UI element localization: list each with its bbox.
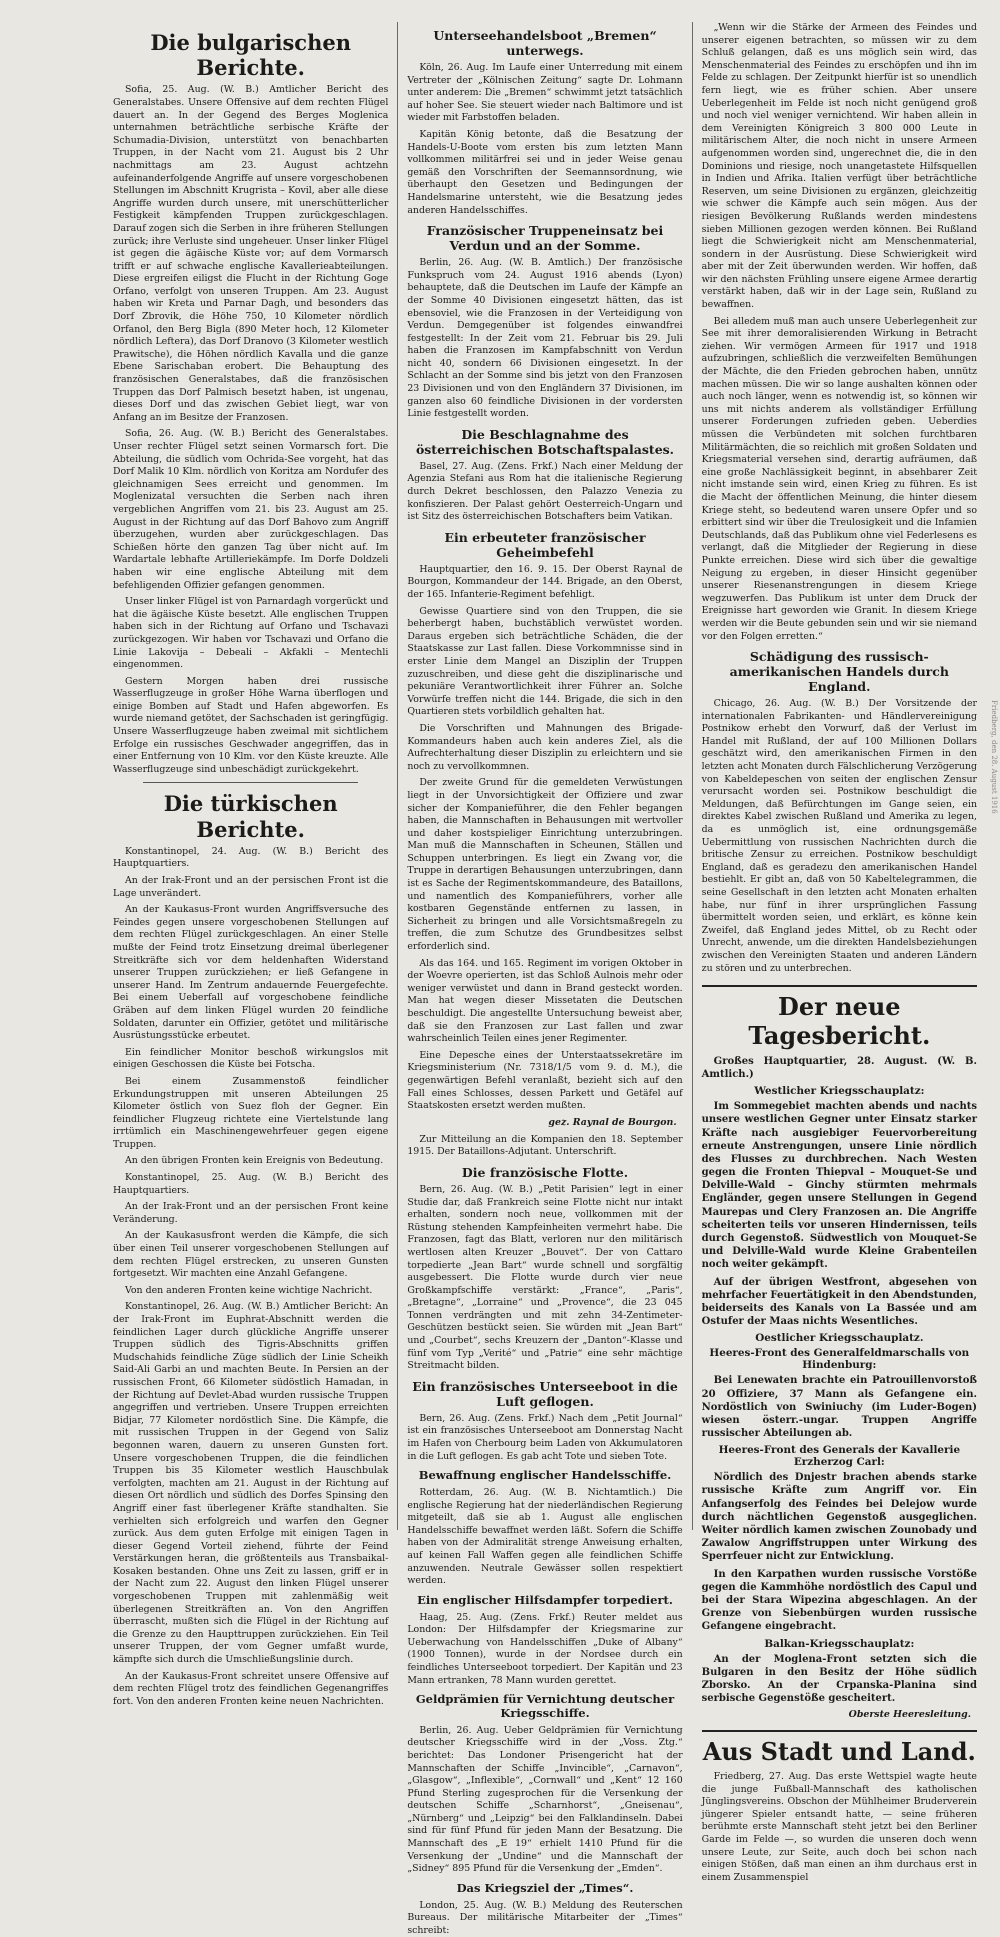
- article-paragraph: Konstantinopel, 24. Aug. (W. B.) Bericht des Hauptquartiers.: [113, 845, 389, 870]
- article-paragraph: An den übrigen Fronten kein Ereignis von Bedeutung.: [125, 1155, 384, 1167]
- headline-palast: Die Beschlagnahme des österreichischen Botschaftspalastes.: [415, 426, 675, 457]
- article-paragraph: Konstantinopel, 25. Aug. (W. B.) Bericht des Hauptquartiers.: [113, 1172, 389, 1196]
- article-paragraph: Als das 164. und 165. Regiment im vorigen Oktober in der Woevre operierten, ist das Schloß Aulnois mehr oder weniger verwüstet und dann in Brand gesteckt worden. Man hat wegen dieser Missetaten die Deutschen beschuldigt. Die angestellte Untersuchung beweist aber, daß sie den Franzosen zur Last fallen und zwar wahrscheinlich Teilen eines jener Regimenter.: [407, 957, 683, 1045]
- vertical-margin-note: Friedberg, den 28. August 1916: [990, 700, 998, 814]
- headline-times: Das Kriegsziel der „Times“.: [456, 1880, 634, 1895]
- article-paragraph: An der Kaukasusfront werden die Kämpfe, die sich über einen Teil unserer vorgeschobenen Stellungen auf dem rechten Flügel erstrecken, zu unseren Gunsten fortgesetzt. Wir machten eine Anzahl Gefangene.: [113, 1230, 389, 1280]
- report-dateline: Großes Hauptquartier, 28. August. (W. B. Amtlich.): [701, 1055, 977, 1080]
- article-paragraph: Bei einem Zusammenstoß feindlicher Erkundungstruppen mit unseren Abteilungen 25 Kilometer östlich von Suez floh der Gegner. Ein feindlicher Flugzeug richtete eine Viertelstunde lang irrtümlich ein Maschinengewehrfeuer gegen eigene Truppen.: [113, 1075, 389, 1150]
- article-paragraph: Berlin, 26. Aug. (W. B. Amtlich.) Der französische Funkspruch vom 24. August 1916 abends (Lyon) behauptete, daß die Deutschen im Laufe der Kämpfe an der Somme 40 Divisionen eingesetzt hätten, das ist ebensoviel, wie die Franzosen in der Verteidigung von Verdun. Demgegenüber ist folgendes einwandfrei festgestellt: In der Zeit vom 21. Februar bis 29. Juli haben die Franzosen im Kampfabschnitt von Verdun nicht 40, sondern 66 Divisionen eingesetzt. In der Schlacht an der Somme sind bis jetzt von den Franzosen 23 Divisionen und von den Engländern 37 Divisionen, im ganzen also 60 feindliche Divisionen in der vordersten Linie festgestellt worden.: [407, 257, 683, 420]
- headline-handel: Schädigung des russisch-amerikanischen Handels durch England.: [729, 649, 949, 695]
- report-subhead: Heeres-Front des Generalfeldmarschalls von Hindenburg:: [709, 1347, 970, 1372]
- report-paragraph: An der Moglena-Front setzten sich die Bulgaren in den Besitz der Höhe südlich Zborsko. An der Crpanska-Planina sind serbische Gegenstöße gescheitert.: [701, 1653, 977, 1705]
- article-paragraph: Berlin, 26. Aug. Ueber Geldprämien für Vernichtung deutscher Kriegsschiffe wird in der „Voss. Ztg.“ berichtet: Das Londoner Prisengericht hat der Mannschaften der Schiffe „Invincible“, „Carnavon“, „Glasgow“, „Inflexible“, „Cornwall“ und „Kent“ 12 160 Pfund Sterling zugesprochen für die Versenkung der deutschen Schiffe „Scharnhorst“, „Gneisenau“, „Nürnberg“ und „Leipzig“ bei den Falklandinseln. Dabei sind für fünf Pfund für jeden Mann der Besatzung. Die Mannschaft des „E 19“ erhielt 1410 Pfund für die Versenkung der „Undine“ und die Mannschaft der „Sidney“ 895 Pfund für die Versenkung der „Emden“.: [407, 1724, 683, 1875]
- column-middle: [397, 22, 691, 1936]
- headline-geheimbefehl: Ein erbeuteter französischer Geheimbefehl: [444, 529, 646, 560]
- article-paragraph: Zur Mitteilung an die Kompanien den 18. September 1915. Der Bataillons-Adjutant. Unterschrift.: [407, 1133, 683, 1158]
- report-subhead: Balkan-Kriegsschauplatz:: [764, 1637, 915, 1650]
- article-paragraph: Gewisse Quartiere sind von den Truppen, die sie beherbergt haben, buchstäblich verwüstet worden. Daraus ergeben sich beträchtliche Schäden, die der Staatskasse zur Last fallen. Diese Vorkommnisse sind in erster Linie dem Mangel an Disziplin der Truppen zuzuschreiben, und diese geht die disziplinarische und pekuniäre Verantwortlichkeit ihrer Führer an. Solche Vorwürfe treffen nicht die 144. Brigade, die sich in den Quartieren stets vorbildlich gehalten hat.: [407, 605, 683, 718]
- report-paragraph: Bei Lenewaten brachte ein Patrouillenvorstoß 20 Offiziere, 37 Mann als Gefangene ein. Nordöstlich von Swiniuchy (im Luder-Bogen) wiesen österr.-ungar. Truppen Angriffe russischer Abteilungen ab.: [701, 1375, 977, 1440]
- article-paragraph: Friedberg, 27. Aug. Das erste Wettspiel wagte heute die junge Fußball-Mannschaft des katholischen Jünglingsvereins. Obschon der Mühlheimer Bruderverein jüngerer Spieler entsandt hatte, — seine früheren berühmte erste Mannschaft steht jetzt bei den Berliner Garde im Felde —, so wurden die unseren doch wenn unsere Leute, zur Seite, auch doch bei schon nach einigen Stößen, daß man einen an ihm durchaus erst in einem Zusammenspiel: [701, 1771, 977, 1883]
- divider: [143, 782, 358, 783]
- report-paragraph: Im Sommegebiet machten abends und nachts unsere westlichen Gegner unter Einsatz starker Kräfte nach ausgiebiger Feuervorbereitung erneute Anstrengungen, unsere Linie nördlich des Flusses zu durchbrechen. Nach Westen gegen die Fronten Thiepval – Mouquet-Se und Delville-Wald – Ginchy stürmten mehrmals Engländer, gegen unsere Stellungen in Gegend Maurepas und Clery Franzosen an. Die Angriffe scheiterten teils vor unseren Hindernissen, teils durch Gegenstoß. Südwestlich von Mouquet-Se und Delville-Wald wurde Kleine Grabenteilen noch weiter gekämpft.: [701, 1101, 977, 1271]
- report-subhead: Westlicher Kriegsschauplatz:: [754, 1085, 925, 1098]
- article-paragraph: „Wenn wir die Stärke der Armeen des Feindes und unserer eigenen betrachten, so müssen wir zu dem Schluß gelangen, daß es uns möglich sein wird, das Menschenmaterial des Feindes zu erschöpfen und ihn im Felde zu schlagen. Der Zeitpunkt hierfür ist so unendlich fern liegt, wie es früher schien. Aber unsere Ueberlegenheit im Felde ist noch nicht genügend groß und noch viel weniger vernichtend. Wir haben allein in dem Vereinigten Königreich 3 800 000 Leute in militärischem Alter, die noch nicht in unsere Armeen aufgenommen worden sind, ungerechnet die, die in den Dominions und riesige, noch unangetastete Hilfsquellen in Indien und Afrika. Italien verfügt über beträchtliche Reserven, um seine Divisionen zu ergänzen, gleichzeitig wie schwer die Kämpfe auch sein mögen. Aus der riesigen Bevölkerung Rußlands werden mindestens sieben Millionen gezogen werden können. Bei Rußland liegt die Schwierigkeit nicht am Menschenmaterial, sondern in der Ausrüstung. Diese Schwierigkeit wird aber mit der Zeit überwunden werden. Wir hoffen, daß wir den nächsten Frühling unsere eigene Armee derartig verstärkt haben, daß wir in der Lage sein, Rußland zu bewaffnen.: [701, 22, 977, 311]
- report-subhead: Oestlicher Kriegsschauplatz.: [755, 1332, 924, 1345]
- article-paragraph: Konstantinopel, 26. Aug. (W. B.) Amtlicher Bericht: An der Irak-Front im Euphrat-Abschnitt werden die feindlichen Lager durch glückliche Angriffe unserer Truppen südlich des Tigris-Abschnitts griffen Mudschahids feindliche Züge südlich der Linie Scheikh Said-Ali Garbi an und machten Beute. In Persien an der russischen Front, 66 Kilometer südöstlich Hamadan, in der Richtung auf Devlet-Abad wurden russische Truppen angegriffen und vertrieben. Unsere Truppen erreichten Bidjar, 77 Kilometer nordöstlich Sine. Die Kämpfe, die mit russischen Truppen in der Gegend von Saliz begonnen waren, dauern zu unseren Gunsten fort. Unsere vorgeschobenen Truppen, die die feindlichen Truppen bis 35 Kilometer westlich Hauschbulak verfolgten, machten am 21. August in der Richtung auf diesen Ort nördlich und südlich des Dorfes Spinsing den Angriff einer fast überlegener Kräfte standhalten. Sie verhielten sich erfolgreich und warfen den Gegner zurück. Aus dem guten Erfolge mit einigen Tagen in dieser Gegend Vorteil ziehend, führte der Feind Verstärkungen heran, die größtenteils aus Transbaikal-Kosaken bestanden. Ohne uns Zeit zu lassen, griff er in der Nacht zum 22. August den linken Flügel unserer vorgeschobenen Truppen mit zahlenmäßig weit überlegenen Streitkräften an. Von den Angriffen überrascht, mußten sich die Flügel in der Richtung auf die Grenze zu den Haupttruppen zurückziehen. Ein Teil unserer Truppen, der vom Gegner umfaßt wurde, kämpfte sich durch die Umschließungslinie durch.: [113, 1301, 389, 1666]
- article-paragraph: An der Irak-Front und an der persischen Front keine Veränderung.: [113, 1201, 389, 1225]
- article-paragraph: Sofia, 26. Aug. (W. B.) Bericht des Generalstabes. Unser rechter Flügel setzt seinen Vormarsch fort. Die Abteilung, die südlich vom Ochrida-See vorgeht, hat das Dorf Malik 10 Klm. nördlich von Koritza am Nordufer des gleichnamigen Sees erreicht und genommen. Im Moglenizatal versuchten die Serben nach ihren vergeblichen Angriffen vom 21. bis 23. August am 25. August in der Richtung auf das Dorf Bahovo zum Angriff überzugehen, wurden aber zurückgeschlagen. Das Schießen hörte den ganzen Tag über nicht auf. Im Wardartale lebhafte Artilleriekämpfe. Im Dorfe Doldzeli haben wir eine englische Abteilung mit dem befehligenden Offizier gefangen genommen.: [113, 428, 389, 591]
- article-paragraph: Unser linker Flügel ist von Parnardagh vorgerückt und hat die ägäische Küste besetzt. Alle englischen Truppen haben sich in der Richtung auf Orfano und Tschavazi zurückgezogen. Wir haben vor Tschavazi und Orfano die Linie Lakovija – Debeali – Akfakli – Mentechli eingenommen.: [113, 596, 389, 671]
- article-paragraph: Kapitän König betonte, daß die Besatzung der Handels-U-Boote vom ersten bis zum letzten Mann vollkommen militärfrei sei und in jeder Weise genau gemäß den Vorschriften der Seemannsordnung, wie überhaupt den Gesetzen und Bedingungen der Handelsmarine untersteht, wie die Besatzung jedes anderen Handelsschiffes.: [407, 128, 683, 216]
- article-paragraph: An der Kaukasus-Front schreitet unsere Offensive auf dem rechten Flügel trotz des feindlichen Gegenangriffes fort. Von den anderen Fronten keine neuen Nachrichten.: [113, 1670, 389, 1707]
- report-paragraph: Auf der übrigen Westfront, abgesehen von mehrfacher Feuertätigkeit in den Abendstunden, beiderseits des Kanals von La Bassée und am Ostufer der Maas nichts Wesentliches.: [701, 1276, 977, 1328]
- headline-bewaffnung: Bewaffnung englischer Handelsschiffe.: [418, 1468, 672, 1483]
- report-signature: Oberste Heeresleitung.: [848, 1709, 971, 1721]
- article-paragraph: Haag, 25. Aug. (Zens. Frkf.) Reuter meldet aus London: Der Hilfsdampfer der Kriegsmarine zur Ueberwachung von Handelsschiffen „Duke of Albany“ (1900 Tonnen), wurde in der Nordsee durch ein feindliches Unterseeboot torpediert. Der Kapitän und 23 Mann ertranken, 78 Mann wurden gerettet.: [407, 1611, 683, 1686]
- headline-stadt-und-land: Aus Stadt und Land.: [702, 1730, 977, 1767]
- article-paragraph: Ein feindlicher Monitor beschoß wirkungslos mit einigen Geschossen die Küste bei Fotscha.: [113, 1046, 389, 1071]
- headline-geldpraemien: Geldprämien für Vernichtung deutscher Kriegsschiffe.: [415, 1692, 675, 1720]
- column-left: [104, 22, 397, 1707]
- article-paragraph: Bei alledem muß man auch unsere Ueberlegenheit zur See mit ihrer demoralisierenden Wirkung in Betracht ziehen. Wir vermögen Armeen für 1917 und 1918 aufzubringen, schließlich die verzweifelten Bemühungen der Mächte, die den Frieden gebrochen haben, unnütz machen müssen. Die wir so lange aushalten können oder auch noch länger, wenn es notwendig ist, so können wir uns mit nichts anderem als vollständiger Erfüllung unserer Forderungen zufrieden geben. Ueberdies müssen die Verbündeten mit solchen furchtbaren Militärmächten, die so reichlich mit großen Soldaten und Kriegsmaterial versehen sind, derartig aufräumen, daß eine große Nachlässigkeit beginnt, in absehbarer Zeit nicht imstande sein wird, einen Krieg zu führen. Es ist die Macht der öffentlichen Meinung, die hinter diesem Kriege steht, so bedeutend waren unsere Opfer und so erbittert sind wir über die Treulosigkeit und die Infamien Deutschlands, daß das Publikum ohne viel Federlesens es verlangt, daß die Mitglieder der Regierung in diese Punkte erreichen. Diese wird sich über die gewaltige Neigung zu ergeben, in dieser Hinsicht gegenüber unserer Riesenanstrengungen in diesem Kriege wegzuwerfen. Das Publikum ist unter dem Druck der Ereignisse hart geworden wie Granit. In diesem Kriege werden wir die Beute gebunden sein und wir sie niemand vor den Folgen erretten.“: [701, 315, 977, 642]
- article-paragraph: Sofia, 25. Aug. (W. B.) Amtlicher Bericht des Generalstabes. Unsere Offensive auf dem rechten Flügel dauert an. In der Gegend des Berges Moglenica unternahmen beträchtliche serbische Kräfte der Schumadia-Division, unterstützt von benachbarten Truppen, in der Nacht vom 21. August bis 2 Uhr nachmittags am 23. August achtzehn aufeinanderfolgende Angriffe auf unsere vorgeschobenen Stellungen im Abschnitt Krugrista – Kovil, aber alle diese Angriffe wurden durch unsere, mit unerschütterlicher Festigkeit kämpfenden Truppen zurückgeschlagen. Darauf zogen sich die Serben in ihre früheren Stellungen zurück; ihre Verluste sind ungeheuer. Unser linker Flügel ist gegen die ägäische Küste vor; auf dem Vormarsch trifft er auf schwache englische Kavallerieabteilungen. Diese ergreifen eiligst die Flucht in der Richtung Goge Orfano, verfolgt von unseren Truppen. Am 23. August haben wir Kreta und Parnar Dagh, und besonders das Dorf Zbrovik, die Höhe 750, 10 Kilometer nördlich Orfanol, den Berg Bigla (890 Meter hoch, 12 Kilometer nördlich Leftera), das Dorf Dranovo (3 Kilometer westlich Prawitsche), die Höhen nördlich Kavalla und die ganze Ebene Sarischaban erobert. Die Behauptung des französischen Generalstabes, daß die französischen Truppen das Dorf Palmisch besetzt haben, ist ungenau, dieses Dorf und das zwischen Gebiet liegt, war von Anfang an im Besitze der Franzosen.: [113, 84, 389, 423]
- article-paragraph: An der Kaukasus-Front wurden Angriffsversuche des Feindes gegen unsere vorgeschobenen Stellungen auf dem rechten Flügel zurückgeschlagen. An einer Stelle mußte der Feind trotz Einsetzung dreimal überlegener Streitkräfte sich vor dem heldenhaften Widerstand unserer Truppen zurückziehen; er ließ Gefangene in unserer Hand. Im Zentrum andauernde Feuergefechte. Bei einem Ueberfall auf vorgeschobene feindliche Gräben auf dem linken Flügel wurden 20 feindliche Soldaten, darunter ein Offizier, getötet und militärische Ausrüstungsstücke erbeutet.: [113, 904, 389, 1042]
- article-paragraph: Die Vorschriften und Mahnungen des Brigade-Kommandeurs haben auch kein anderes Ziel, als die Aufrechterhaltung dieser Disziplin zu erleichtern und sie noch zu vervollkommnen.: [407, 722, 683, 772]
- headline-bremen: Unterseehandelsboot „Bremen“ unterwegs.: [433, 28, 657, 58]
- headline-flotte: Die französische Flotte.: [461, 1164, 629, 1180]
- article-paragraph: Bern, 26. Aug. (W. B.) „Petit Parisien“ legt in einer Studie dar, daß Frankreich seine Flotte nicht nur intakt erhalten, sondern noch neue, vollkommen mit der Rüstung stehenden Kampfeinheiten vermehrt habe. Die Franzosen, fagt das Blatt, verloren nur den militärisch wertlosen alten Kreuzer „Bouvet“. Der von Cattaro torpedierte „Jean Bart“ wurde schnell und sorgfältig ausgebessert. Die Flotte wurde durch vier neue Großkampfschiffe verstärkt: „France“, „Paris“, „Bretagne“, „Lorraine“ und „Provence“, die 23 045 Tonnen verdrängten und mit zehn 34-Zentimeter-Geschützen bestückt seien. Sie würden mit „Jean Bart“ und „Courbet“, sechs Kreuzern der „Danton“-Klasse und fünf vom Typ „Verité“ und „Patrie“ eine sehr mächtige Streitmacht bilden.: [407, 1183, 683, 1372]
- article-paragraph: Gestern Morgen haben drei russische Wasserflugzeuge in großer Höhe Warna überflogen und einige Bomben auf Stadt und Hafen abgeworfen. Es wurde niemand getötet, der Sachschaden ist geringfügig. Unsere Wasserflugzeuge haben zweimal mit sichtlichem Erfolge ein russisches Geschwader angegriffen, das in einer Entfernung von 10 Klm. vor den Küste kreuzte. Alle Wasserflugzeuge sind unbeschädigt zurückgekehrt.: [113, 675, 389, 775]
- report-paragraph: In den Karpathen wurden russische Vorstöße gegen die Kammhöhe nordöstlich des Capul und bei der Stara Wipezina abgeschlagen. An der Grenze von Siebenbürgen wurden russische Gefangene eingebracht.: [701, 1568, 977, 1633]
- article-paragraph: Von den anderen Fronten keine wichtige Nachricht.: [125, 1284, 373, 1296]
- headline-hilfsdampfer: Ein englischer Hilfsdampfer torpediert.: [417, 1592, 673, 1607]
- headline-bulgarian: Die bulgarischen Berichte.: [150, 30, 351, 81]
- article-paragraph: Hauptquartier, den 16. 9. 15. Der Oberst Raynal de Bourgon, Kommandeur der 144. Brigade, an den Oberst, der 165. Infanterie-Regiment befehligt.: [407, 563, 683, 600]
- headline-somme: Französischer Truppeneinsatz bei Verdun und an der Somme.: [426, 223, 664, 254]
- headline-turkish: Die türkischen Berichte.: [163, 791, 338, 842]
- headline-unterseeboot: Ein französisches Unterseeboot in die Luft geflogen.: [412, 1378, 678, 1409]
- report-subhead: Heeres-Front des Generals der Kavallerie Erzherzog Carl:: [718, 1444, 961, 1469]
- article-paragraph: Rotterdam, 26. Aug. (W. B. Nichtamtlich.) Die englische Regierung hat der niederländischen Regierung mitgeteilt, daß sie ab 1. August alle englischen Handelsschiffe bewaffnet werden läßt. Sofern die Schiffe haben von der Admiralität strenge Anweisung erhalten, auf keinen Fall Waffen gegen alle feindlichen Schiffe anzuwenden. Neutrale Gewässer sollen respektiert werden.: [407, 1487, 683, 1587]
- article-paragraph: London, 25. Aug. (W. B.) Meldung des Reuterschen Bureaus. Der militärische Mitarbeiter der „Times“ schreibt:: [407, 1899, 683, 1936]
- article-paragraph: Der zweite Grund für die gemeldeten Verwüstungen liegt in der Unvorsichtigkeit der Offiziere und zwar sicher der Kompanieführer, die den Fehler begangen haben, die Mannschaften in Behausungen mit wertvoller und daher kostspieliger Einrichtung unterzubringen. Man muß die Mannschaften in Scheunen, Ställen und Schuppen unterbringen. Es liegt ein Zwang vor, die Truppe in derartigen Behausungen unterzubringen, dann ist es Sache der Regimentskommandeure, des Bataillons, und namentlich des Kompanieführers, vorher alle kostbaren Gegenstände entfernen zu lassen, in Sicherheit zu bringen und alle Vorsichtsmaßregeln zu treffen, die zum Schutze des Grundbesitzes selbst erforderlich sind.: [407, 777, 683, 953]
- column-right: [692, 22, 986, 1883]
- signature-line: gez. Raynal de Bourgon.: [548, 1116, 677, 1128]
- report-paragraph: Nördlich des Dnjestr brachen abends starke russische Kräfte zum Angriff vor. Ein Anfangserfolg des Feindes bei Delejow wurde durch nächtlichen Gegenstoß ausgeglichen. Weiter nördlich kamen zwischen Zounobady und Zawalow Angriffstruppen unter Wirkung des Sperrfeuer nicht zur Entwicklung.: [701, 1472, 977, 1563]
- article-paragraph: Köln, 26. Aug. Im Laufe einer Unterredung mit einem Vertreter der „Kölnischen Zeitung“ sagte Dr. Lohmann unter anderem: Die „Bremen“ schwimmt jetzt tatsächlich auf hoher See. Sie steuert wieder nach Baltimore und ist wieder mit Farbstoffen beladen.: [407, 62, 683, 124]
- article-paragraph: Basel, 27. Aug. (Zens. Frkf.) Nach einer Meldung der Agenzia Stefani aus Rom hat die italienische Regierung durch Dekret beschlossen, den Palazzo Venezia zu konfiszieren. Der Palast gehört Oesterreich-Ungarn und ist Sitz des österreichischen Botschafters beim Vatikan.: [407, 460, 683, 523]
- article-paragraph: An der Irak-Front und an der persischen Front ist die Lage unverändert.: [113, 875, 389, 899]
- article-paragraph: Bern, 26. Aug. (Zens. Frkf.) Nach dem „Petit Journal“ ist ein französisches Unterseeboot am Donnerstag Nacht im Hafen von Cherbourg beim Laden von Akkumulatoren in die Luft geflogen. Es gab acht Tote und sieben Tote.: [407, 1412, 683, 1462]
- article-paragraph: Eine Depesche eines der Unterstaatssekretäre im Kriegsministerium (Nr. 7318/1/5 vom 9. d. M.), die gegenwärtigen Befehl veranlaßt, bezieht sich auf den Fall eines Schlosses, dessen Parkett und Getäfel auf Staatskosten ersetzt werden mußten.: [407, 1049, 683, 1112]
- headline-tagesbericht: Der neue Tagesbericht.: [702, 985, 977, 1051]
- article-paragraph: Chicago, 26. Aug. (W. B.) Der Vorsitzende der internationalen Fabrikanten- und Händlervereinigung Postnikow erhebt den Vorwurf, daß der Verlust im Handel mit Rußland, der auf 100 Millionen Dollars geschätzt wird, den amerikanischen Firmen in den letzten acht Monaten durch Fälschlicherung Verzögerung von Kabeldepeschen von seiten der englischen Zensur verursacht worden sei. Postnikow beschuldigt die Meldungen, daß Befürchtungen im Gange seien, ein direktes Kabel zwischen Rußland und Amerika zu legen, da es unmöglich ist, eine ordnungsgemäße Uebermittlung von russischen Nachrichten durch die britische Zensur zu erreichen. Postnikow beschuldigt England, daß es geradezu den amerikanischen Handel bestiehlt. Er gibt an, daß von 50 Kabeltelegrammen, die seine Gesellschaft in den letzten acht Monaten erhalten habe, nur fünf in ihrer ursprünglichen Fassung übermittelt worden seien, und erklärt, es könne kein Zweifel, daß England jedes Mittel, ob zu Recht oder Unrecht, anwende, um die direkten Handelsbeziehungen zwischen den Vereinigten Staaten und anderen Ländern zu stören und zu unterbrechen.: [701, 698, 977, 974]
